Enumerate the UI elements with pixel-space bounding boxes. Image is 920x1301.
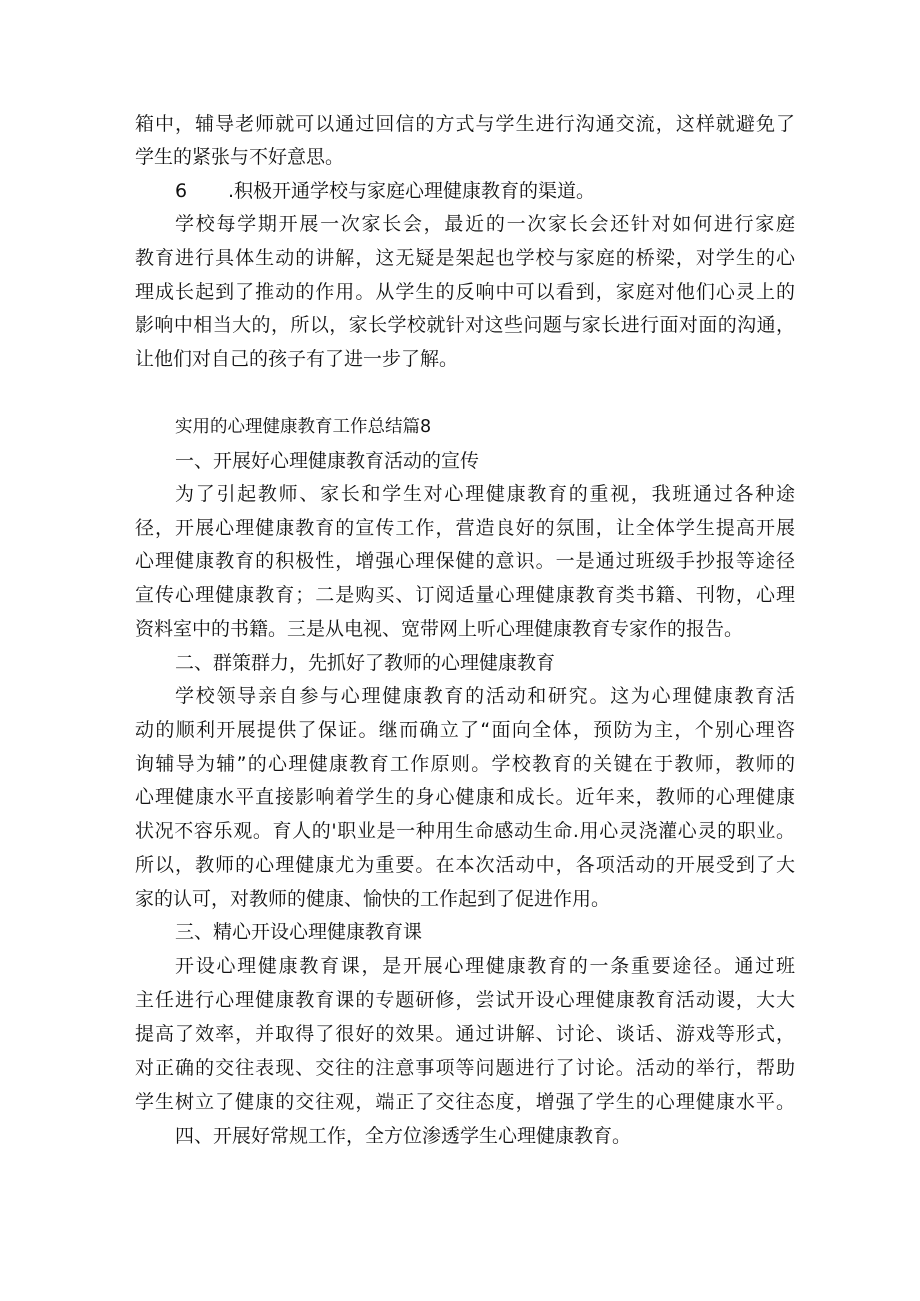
section-2-line-6: 所以，教师的心理健康尤为重要。在本次活动中，各项活动的开展受到了大	[135, 854, 795, 876]
section-2-line-4: 心理健康水平直接影响着学生的身心健康和成长。近年来，教师的心理健康	[135, 786, 795, 808]
section-1-line-5: 资料室中的书籍。三是从电视、宽带网上听心理健康教育专家作的报告。	[135, 618, 744, 640]
section-2-heading: 二、群策群力，先抓好了教师的心理健康教育	[175, 652, 556, 674]
section-1-line-3: 心理健康教育的积极性，增强心理保健的意识。一是通过班级手抄报等途径	[135, 550, 795, 572]
section-1-line-1: 为了引起教师、家长和学生对心理健康教育的重视，我班通过各种途	[175, 483, 795, 505]
section-2-line-3: 询辅导为辅”的心理健康教育工作原则。学校教育的关键在于教师，教师的	[135, 753, 795, 775]
family-para-line-5: 让他们对自己的孩子有了进一步了解。	[135, 348, 459, 370]
section-1-heading: 一、开展好心理健康教育活动的宣传	[175, 450, 480, 472]
intro-line-2: 学生的紧张与不好意思。	[135, 146, 345, 168]
section-3-line-2: 主任进行心理健康教育课的专题研修，尝试开设心理健康教育活动谡，大大	[135, 989, 795, 1011]
section-2-line-5: 状况不容乐观。育人的'职业是一种用生命感动生命.用心灵浇灌心灵的职业。	[135, 820, 795, 842]
section-2-line-2: 动的顺利开展提供了保证。继而确立了“面向全体，预防为主，个别心理咨	[135, 719, 795, 741]
section-3-line-3: 提高了效率，并取得了很好的效果。通过讲解、讨论、谈话、游戏等形式，	[135, 1023, 795, 1045]
family-para-line-2: 教育进行具体生动的讲解，这无疑是架起也学校与家庭的桥梁，对学生的心	[135, 247, 795, 269]
section-2-line-1: 学校领导亲自参与心理健康教育的活动和研究。这为心理健康教育活	[175, 685, 795, 707]
section-3-heading: 三、精心开设心理健康教育课	[175, 921, 423, 943]
section-3-line-5: 学生树立了健康的交往观，端正了交往态度，增强了学生的心理健康水平。	[135, 1091, 795, 1113]
section-1-line-2: 径，开展心理健康教育的宣传工作，营造良好的氛围，让全体学生提高开展	[135, 517, 795, 539]
point-number: 6	[175, 180, 188, 202]
section-1-line-4: 宣传心理健康教育；二是购买、订阅适量心理健康教育类书籍、刊物，心理	[135, 584, 795, 606]
intro-line-1: 箱中，辅导老师就可以通过回信的方式与学生进行沟通交流，这样就避免了	[135, 113, 795, 135]
article-title: 实用的心理健康教育工作总结篇8	[175, 417, 432, 437]
section-3-line-4: 对正确的交往表现、交往的注意事项等问题进行了讨论。活动的举行，帮助	[135, 1057, 795, 1079]
section-4-heading: 四、开展好常规工作，全方位渗透学生心理健康教育。	[175, 1125, 632, 1147]
family-para-line-1: 学校每学期开展一次家长会，最近的一次家长会还针对如何进行家庭	[175, 213, 795, 235]
section-2-line-7: 家的认可，对教师的健康、愉快的工作起到了促进作用。	[135, 888, 611, 910]
family-para-line-4: 影响中相当大的，所以，家长学校就针对这些问题与家长进行面对面的沟通，	[135, 314, 795, 336]
point-title: .积极开通学校与家庭心理健康教育的渠道。	[228, 180, 596, 202]
section-3-line-1: 开设心理健康教育课，是开展心理健康教育的一条重要途径。通过班	[175, 955, 795, 977]
family-para-line-3: 理成长起到了推动的作用。从学生的反响中可以看到，家庭对他们心灵上的	[135, 281, 795, 303]
